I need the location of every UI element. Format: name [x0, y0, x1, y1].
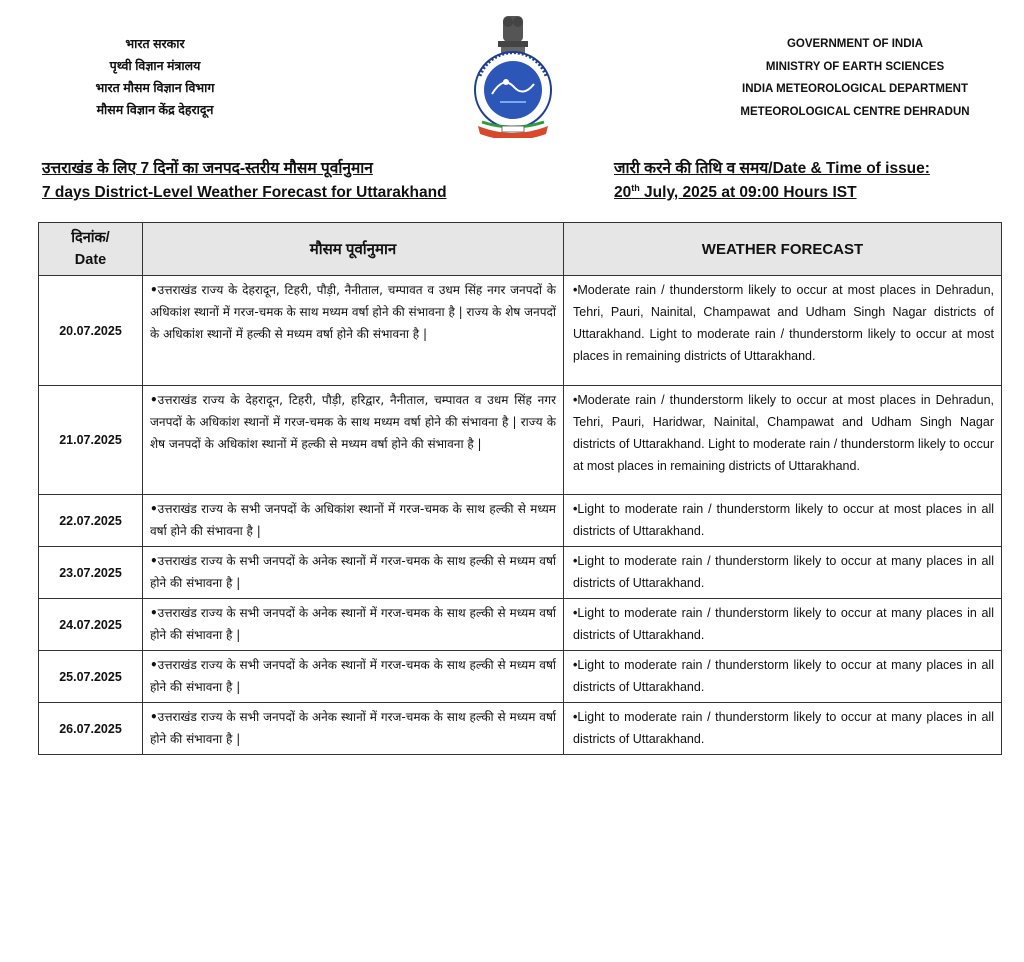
- issue-rest: July, 2025 at 09:00 Hours IST: [639, 184, 857, 201]
- bullet-icon: •: [150, 554, 158, 568]
- forecast-en-text: Moderate rain / thunderstorm likely to occur at most places in Dehradun, Tehri, Pauri, Nainital, Champawat and Udham Singh Nagar districts of Uttarakhand. Light to moderate rain / thunderstorm likely to occur at most places in remaining districts of Uttarakhand.: [573, 283, 994, 363]
- row-date: 24.07.2025: [39, 599, 143, 651]
- row-forecast-hi: [143, 599, 564, 651]
- row-forecast-hi: [143, 547, 564, 599]
- row-forecast-hi: [143, 651, 564, 703]
- header-en-line: GOVERNMENT OF INDIA: [786, 38, 924, 50]
- imd-emblem-icon: [470, 14, 556, 138]
- row-forecast-hi: [143, 386, 564, 495]
- forecast-hi-text: उत्तराखंड राज्य के सभी जनपदों के अनेक स्थानों में गरज-चमक के साथ हल्की से मध्यम वर्षा होने की संभावना है |: [150, 658, 556, 694]
- header-hindi: [70, 33, 240, 121]
- emblem-graphic: [470, 14, 556, 138]
- bullet-icon: •: [573, 283, 578, 297]
- bullet-icon: •: [150, 710, 158, 724]
- table-row: [39, 547, 1002, 599]
- issue-day: 20: [614, 184, 632, 201]
- header-hi-line: पृथ्वी विज्ञान मंत्रालय: [109, 59, 201, 73]
- row-forecast-en: [564, 386, 1002, 495]
- forecast-hi-text: उत्तराखंड राज्य के देहरादून, टिहरी, पौड़ी, नैनीताल, चम्पावत व उधम सिंह नगर जनपदों के अधिकांश स्थानों में गरज-चमक के साथ मध्यम वर्षा होने की संभावना है | राज्य के शेष जनपदों के अधिकांश स्थानों में हल्की से मध्यम वर्षा होने की संभावना है |: [150, 283, 556, 341]
- row-date: 26.07.2025: [39, 703, 143, 755]
- forecast-table: [38, 222, 1002, 755]
- forecast-hi-text: उत्तराखंड राज्य के सभी जनपदों के अनेक स्थानों में गरज-चमक के साथ हल्की से मध्यम वर्षा होने की संभावना है |: [150, 554, 556, 590]
- row-forecast-en: [564, 495, 1002, 547]
- forecast-en-text: Light to moderate rain / thunderstorm likely to occur at many places in all districts of Uttarakhand.: [573, 710, 994, 746]
- forecast-title: [42, 157, 447, 205]
- header-hi-line: भारत सरकार: [125, 37, 185, 51]
- date-header-hi: दिनांक/: [71, 230, 110, 246]
- table-row: [39, 651, 1002, 703]
- bullet-icon: •: [573, 606, 578, 620]
- row-date: 25.07.2025: [39, 651, 143, 703]
- table-row: [39, 276, 1002, 386]
- bullet-icon: •: [150, 606, 158, 620]
- issue-datetime: [614, 181, 930, 205]
- row-forecast-hi: [143, 276, 564, 386]
- date-header-en: Date: [74, 252, 107, 268]
- bullet-icon: •: [150, 283, 158, 297]
- forecast-en-column-header: WEATHER FORECAST: [564, 223, 1002, 276]
- forecast-hi-column-header: मौसम पूर्वानुमान: [143, 223, 564, 276]
- table-row: [39, 599, 1002, 651]
- bullet-icon: •: [573, 502, 578, 516]
- bullet-icon: •: [573, 554, 578, 568]
- bullet-icon: •: [573, 710, 578, 724]
- bullet-icon: •: [573, 393, 578, 407]
- table-row: [39, 703, 1002, 755]
- forecast-title-hi: उत्तराखंड के लिए 7 दिनों का जनपद-स्तरीय मौसम पूर्वानुमान: [42, 160, 373, 177]
- forecast-en-text: Light to moderate rain / thunderstorm likely to occur at many places in all districts of Uttarakhand.: [573, 606, 994, 642]
- row-forecast-en: [564, 703, 1002, 755]
- row-forecast-en: [564, 651, 1002, 703]
- row-date: 20.07.2025: [39, 276, 143, 386]
- bullet-icon: •: [150, 502, 158, 516]
- forecast-en-text: Moderate rain / thunderstorm likely to occur at most places in Dehradun, Tehri, Pauri, Haridwar, Nainital, Champawat and Udham Singh Nagar districts of Uttarakhand. Light to moderate rain / thunderstorm likely to occur at most places in remaining districts of Uttarakhand.: [573, 393, 994, 473]
- header-hi-line: भारत मौसम विज्ञान विभाग: [95, 81, 215, 95]
- issue-label: जारी करने की तिथि व समय/Date & Time of issue:: [614, 160, 930, 177]
- header-en-line: MINISTRY OF EARTH SCIENCES: [765, 60, 945, 73]
- table-row: [39, 495, 1002, 547]
- header-en-line: METEOROLOGICAL CENTRE DEHRADUN: [740, 105, 970, 118]
- header-english: [720, 33, 990, 123]
- forecast-hi-text: उत्तराखंड राज्य के देहरादून, टिहरी, पौड़ी, हरिद्वार, नैनीताल, चम्पावत व उधम सिंह नगर जनपदों के अधिकांश स्थानों में गरज-चमक के साथ मध्यम वर्षा होने की संभावना है | राज्य के शेष जनपदों के अधिकांश स्थानों में हल्की से मध्यम वर्षा होने की संभावना है |: [150, 393, 556, 451]
- row-date: 23.07.2025: [39, 547, 143, 599]
- row-forecast-hi: [143, 495, 564, 547]
- date-column-header: [39, 223, 143, 276]
- bullet-icon: •: [150, 393, 158, 407]
- header-en-line: INDIA METEOROLOGICAL DEPARTMENT: [742, 83, 968, 95]
- table-header-row: [39, 223, 1002, 276]
- issue-day-suffix: th: [631, 182, 640, 193]
- forecast-hi-text: उत्तराखंड राज्य के सभी जनपदों के अधिकांश स्थानों में गरज-चमक के साथ हल्की से मध्यम वर्षा होने की संभावना है |: [150, 502, 556, 538]
- issue-info: [614, 157, 930, 205]
- table-row: [39, 386, 1002, 495]
- row-forecast-hi: [143, 703, 564, 755]
- row-forecast-en: [564, 599, 1002, 651]
- row-forecast-en: [564, 276, 1002, 386]
- header-hi-line: मौसम विज्ञान केंद्र देहरादून: [96, 103, 214, 117]
- row-date: 22.07.2025: [39, 495, 143, 547]
- forecast-en-text: Light to moderate rain / thunderstorm likely to occur at many places in all districts of Uttarakhand.: [573, 554, 994, 590]
- forecast-title-en: 7 days District-Level Weather Forecast for Uttarakhand: [42, 184, 447, 201]
- row-date: 21.07.2025: [39, 386, 143, 495]
- forecast-en-text: Light to moderate rain / thunderstorm likely to occur at many places in all districts of Uttarakhand.: [573, 658, 994, 694]
- bullet-icon: •: [150, 658, 158, 672]
- row-forecast-en: [564, 547, 1002, 599]
- bullet-icon: •: [573, 658, 578, 672]
- forecast-hi-text: उत्तराखंड राज्य के सभी जनपदों के अनेक स्थानों में गरज-चमक के साथ हल्की से मध्यम वर्षा होने की संभावना है |: [150, 606, 556, 642]
- forecast-en-text: Light to moderate rain / thunderstorm likely to occur at most places in all districts of Uttarakhand.: [573, 502, 994, 538]
- forecast-hi-text: उत्तराखंड राज्य के सभी जनपदों के अनेक स्थानों में गरज-चमक के साथ हल्की से मध्यम वर्षा होने की संभावना है |: [150, 710, 556, 746]
